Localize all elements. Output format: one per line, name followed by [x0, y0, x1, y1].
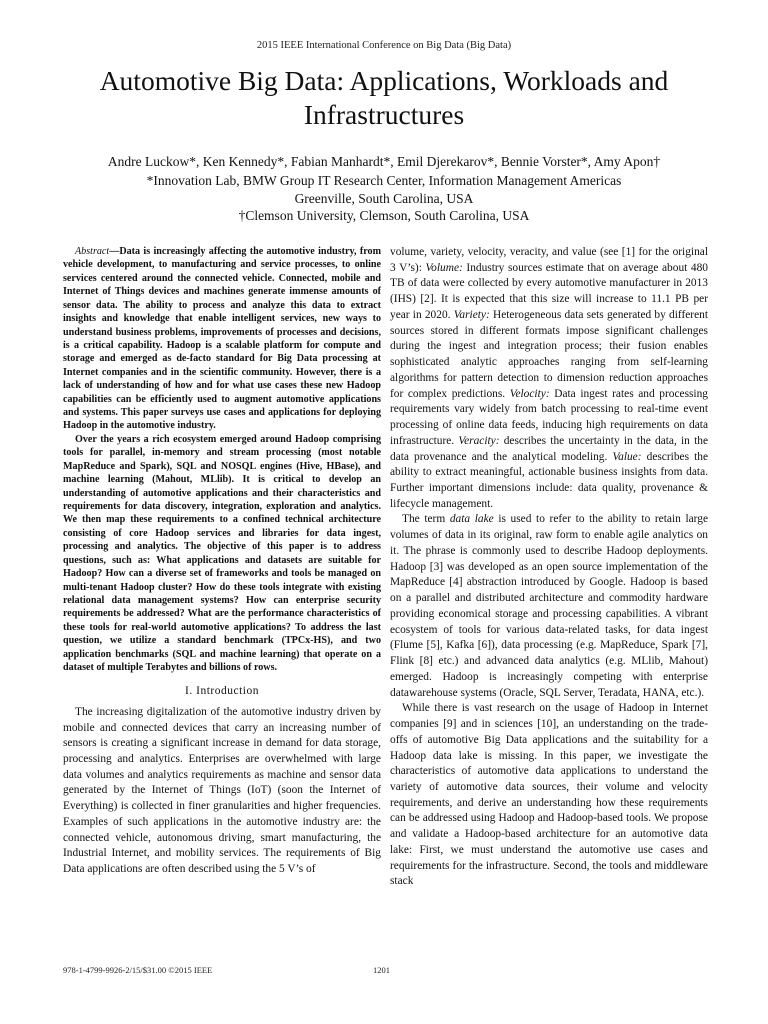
research-gap-paragraph: While there is vast research on the usage of Hadoop in Internet companies [9] and in sciences [10], an understanding on the trade-offs of automotive Big Data applications and the suitability for a Hadoop data lake is missing. In this paper, we investigate the characteristics of automotive data applications to understand the variety of automotive data sources, their volume and velocity requirements, and derive an understanding how these requirements can be addressed using Hadoop and Hadoop-based tools. We propose and validate a Hadoop-based architecture for an automotive data lake: First, we must understand the automotive use cases and requirements for the infrastructure. Second, the tools and middleware stack	[390, 702, 708, 888]
right-column	[390, 245, 708, 890]
intro-paragraph-1: The increasing digitalization of the automotive industry driven by mobile and connected devices that carry an increasing number of sensors is creating a significant increase in demand for data storage, processing and analytics. Enterprises are overwhelmed with large data volumes and analytics requirements as machine and sensor data generated by the Internet of Things (IoT) (soon the Internet of Everything) is collected in finer granularities and higher frequencies. Examples of such applications in the automotive industry are: the connected vehicle, autonomous driving, smart manufacturing, the Industrial Internet, and mobility services. The requirements of Big Data applications are often described using the 5 V’s of	[63, 705, 381, 876]
affiliation-bmw: *Innovation Lab, BMW Group IT Research Center, Information Management Americas	[146, 173, 622, 188]
page-number: 1201	[373, 965, 390, 975]
five-vs-paragraph: volume, variety, velocity, veracity, and value (see [1] for the original 3 V’s): Volume: Industry sources estimate that on average about 480 TB of data were collected by every automotive manufacturer in 2013 (IHS) [2]. It is expected that this size will increase to 11.1 PB per year in 2020. Variety: Heterogeneous data sets generated by different sources stored in different formats impose significant challenges during the ingest and integration process; their fusion enables sophisticated analytic approaches ranging from self-learning algorithms for pattern detection to dimension reduction approaches for complex predictions. Velocity: Data ingest rates and processing requirements vary widely from batch processing to real-time event processing of online data feeds, inducing high requirements on data infrastructure. Veracity: describes the uncertainty in the data, in the data provenance and the analytical modeling. Value: describes the ability to extract meaningful, actionable business insights from data. Further important dimensions include: data quality, provenance & lifecycle management.	[390, 246, 709, 510]
left-column	[63, 245, 381, 878]
abstract	[63, 245, 381, 675]
title-line-1: Automotive Big Data: Applications, Workloads and	[99, 65, 669, 96]
data-lake-paragraph: The term data lake is used to refer to the ability to retain large volumes of data in its original, raw form to enable agile analytics on it. The phrase is commonly used to describe Hadoop deployments. Hadoop [3] was developed as an open source implementation of the MapReduce [4] abstraction introduced by Google. Hadoop is based on a parallel and distributed architecture and commodity hardware providing economical storage and processing capabilities. A vibrant ecosystem of tools for various data-related tasks, for data ingest (Flume [5], Kafka [6]), data processing (e.g. MapReduce, Spark [7], Flink [8] etc.) and advanced data analytics (e.g. MLlib, Mahout) emerged. Hadoop is increasingly competing with enterprise datawarehouse systems (Oracle, SQL Server, Teradata, HANA, etc.).	[390, 513, 709, 699]
affiliation-location: Greenville, South Carolina, USA	[294, 191, 474, 206]
term-volume: Volume:	[425, 261, 463, 274]
abstract-paragraph-2: Over the years a rich ecosystem emerged around Hadoop comprising tools for parallel, in-memory and stream processing (most notable MapReduce and Spark), SQL and NOSQL engines (Hive, HBase), and machine learning (Mahout, MLlib). It is critical to develop an understanding of automotive applications and their characteristics and requirements for data discovery, integration, exploration and analytics. We then map these requirements to a confined technical architecture consisting of core Hadoop services and libraries for data ingest, processing and analytics. The objective of this paper is to address questions, such as: What applications and datasets are suitable for Hadoop? How can a diverse set of frameworks and tools be managed on multi-tenant Hadoop cluster? How do these tools integrate with existing relational data management systems? How can enterprise security requirements be addressed? What are the performance characteristics of these tools for real-world automotive applications? To address the last question, we utilize a standard benchmark (TPCx-HS), and two application benchmarks (SQL and machine learning) that operate on a dataset of multiple Terabytes and billions of rows.	[63, 433, 381, 674]
abstract-paragraph-1: Abstract—Data is increasingly affecting the automotive industry, from vehicle development, to manufacturing and service processes, to online services centered around the connected vehicle. Connected, mobile and Internet of Things devices and machines generate immense amounts of sensor data. The ability to process and analyze this data to extract insights and knowledge that enable intelligent services, new ways to understand business problems, improvements of processes and decisions, is a critical capability. Hadoop is a scalable platform for compute and storage and emerged as de-facto standard for Big Data processing at Internet companies and in the scientific community. However, there is a lack of understanding of how and for what use cases these new Hadoop capabilities can be efficiently used to augment automotive applications and systems. This paper surveys use cases and applications for deploying Hadoop in the automotive industry.	[63, 246, 381, 432]
author-list: Andre Luckow*, Ken Kennedy*, Fabian Manhardt*, Emil Djerekarov*, Bennie Vorster*, Amy Apon†	[107, 154, 661, 169]
copyright-footer: 978-1-4799-9926-2/15/$31.00 ©2015 IEEE	[63, 965, 213, 975]
term-value: Value:	[612, 450, 642, 463]
term-veracity: Veracity:	[458, 434, 500, 447]
abstract-label: Abstract	[75, 246, 110, 257]
term-velocity: Velocity:	[509, 387, 550, 400]
paper-title	[40, 64, 728, 132]
term-data-lake: data lake	[449, 513, 494, 526]
conference-header: 2015 IEEE International Conference on Big Data (Big Data)	[256, 40, 512, 51]
affiliation-clemson: †Clemson University, Clemson, South Carolina, USA	[238, 208, 530, 223]
section-heading-introduction: I. Introduction	[185, 684, 259, 697]
title-line-2: Infrastructures	[303, 99, 465, 130]
term-variety: Variety:	[453, 308, 490, 321]
